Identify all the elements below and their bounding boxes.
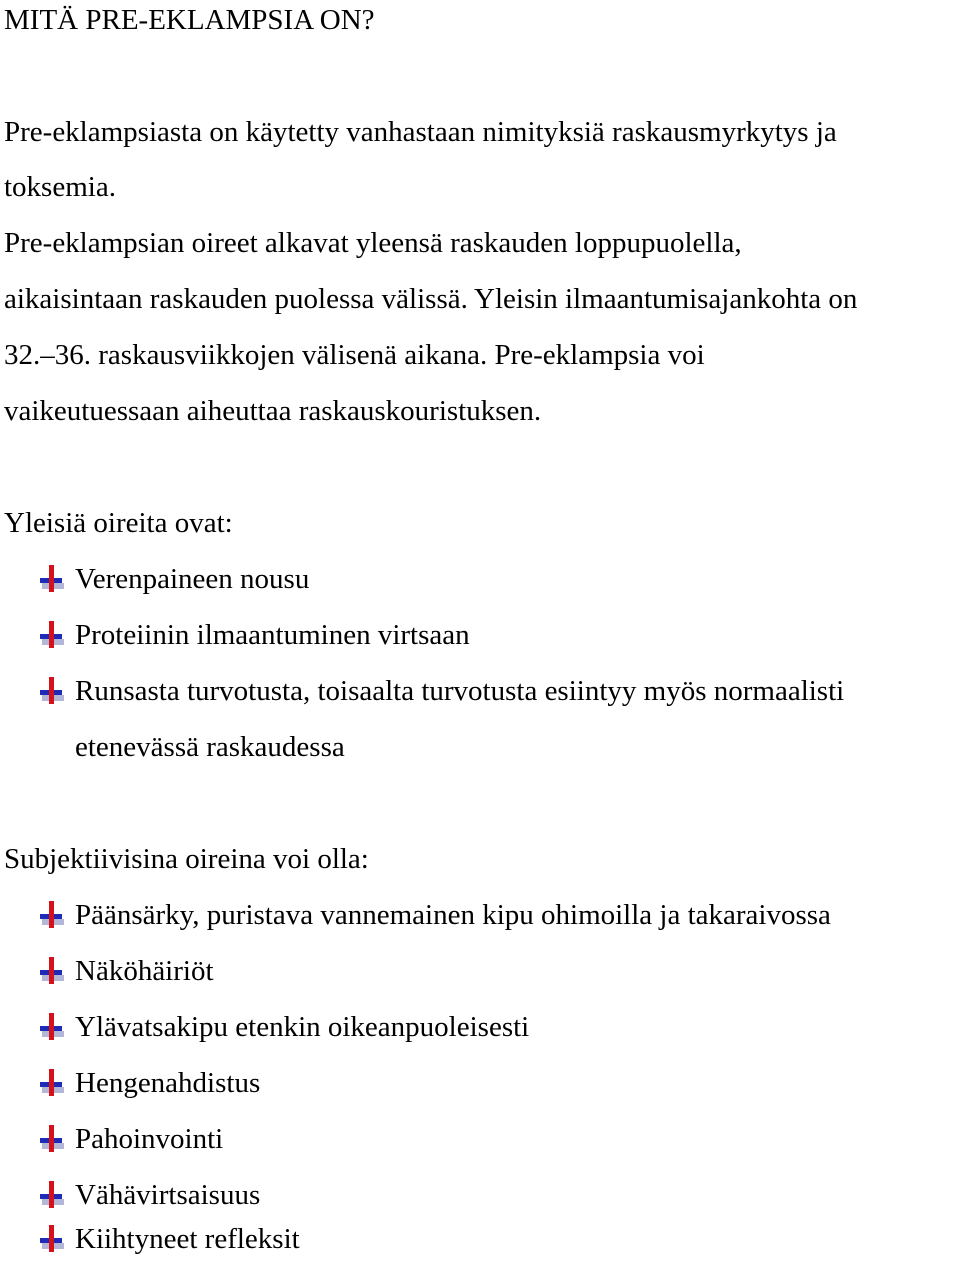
list-item: [38, 1111, 938, 1167]
list-item-text: Vähävirtsaisuus: [75, 1179, 261, 1211]
down-arrow-bullet-icon: [38, 677, 66, 705]
down-arrow-bullet-icon: [38, 1125, 66, 1153]
down-arrow-bullet-icon: [38, 1181, 66, 1209]
down-arrow-bullet-icon: [38, 1013, 66, 1041]
down-arrow-bullet-icon: [38, 1225, 66, 1253]
list-item-continuation: etenevässä raskaudessa: [75, 731, 345, 763]
list-item-text: Proteiinin ilmaantuminen virtsaan: [75, 619, 470, 651]
list-item: [38, 607, 938, 663]
list-item: [38, 943, 938, 999]
list-item-text: Kiihtyneet refleksit: [75, 1223, 300, 1255]
down-arrow-bullet-icon: [38, 621, 66, 649]
list-item: [38, 1211, 938, 1267]
list-item: [38, 663, 938, 719]
intro-line-2: toksemia.: [4, 171, 116, 203]
list-item-text: Päänsärky, puristava vannemainen kipu ohimoilla ja takaraivossa: [75, 899, 831, 931]
common-symptoms-title: Yleisiä oireita ovat:: [4, 507, 233, 539]
down-arrow-bullet-icon: [38, 957, 66, 985]
down-arrow-bullet-icon: [38, 565, 66, 593]
list-item-text: Näköhäiriöt: [75, 955, 214, 987]
list-item-text: Hengenahdistus: [75, 1067, 261, 1099]
subjective-symptoms-title: Subjektiivisina oireina voi olla:: [4, 843, 369, 875]
down-arrow-bullet-icon: [38, 901, 66, 929]
list-item: [38, 1055, 938, 1111]
list-item-text: Ylävatsakipu etenkin oikeanpuoleisesti: [75, 1011, 530, 1043]
list-item-text: Pahoinvointi: [75, 1123, 224, 1155]
down-arrow-bullet-icon: [38, 1069, 66, 1097]
list-item: [38, 999, 938, 1055]
list-item: [38, 551, 938, 607]
list-item-text: Verenpaineen nousu: [75, 563, 310, 595]
list-item: [38, 887, 938, 943]
intro-line-1: Pre-eklampsiasta on käytetty vanhastaan nimityksiä raskausmyrkytys ja: [4, 116, 837, 148]
intro-line-4: aikaisintaan raskauden puolessa välissä. Yleisin ilmaantumisajankohta on: [4, 283, 858, 315]
list-item-text: Runsasta turvotusta, toisaalta turvotusta esiintyy myös normaalisti: [75, 675, 845, 707]
page-title: MITÄ PRE-EKLAMPSIA ON?: [4, 4, 375, 36]
intro-line-6: vaikeutuessaan aiheuttaa raskauskouristuksen.: [4, 395, 542, 427]
intro-line-3: Pre-eklampsian oireet alkavat yleensä raskauden loppupuolella,: [4, 227, 742, 259]
intro-line-5: 32.–36. raskausviikkojen välisenä aikana. Pre-eklampsia voi: [4, 339, 705, 371]
